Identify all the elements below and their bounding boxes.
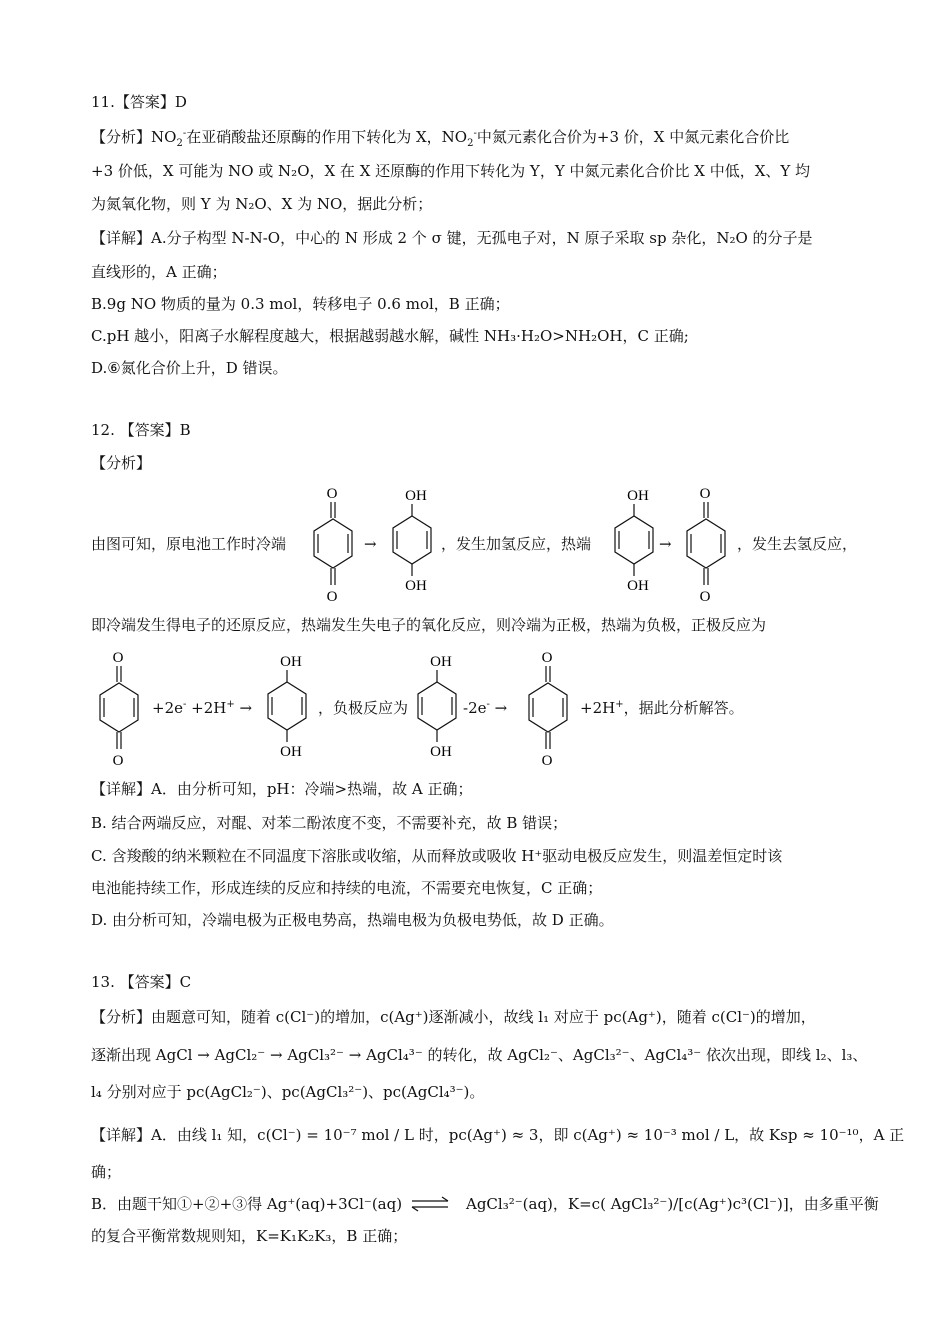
- hydroquinone-structure: [382, 484, 442, 594]
- q12-row3-text3: ，负极反应为: [318, 699, 409, 717]
- q12-detail-c2: 电池能持续工作，形成连续的反应和持续的电流，不需要充电恢复，C 正确；: [91, 879, 603, 897]
- svg-text:OH: OH: [627, 578, 649, 594]
- q13-detail-line1: 【详解】A．由线 l₁ 知，c(Cl⁻) = 10⁻⁷ mol / L 时，pc(Ag⁺) ≈ 3，即 c(Ag⁺) ≈ 10⁻³ mol / L，故 Ksp ≈ 10⁻¹⁰，A 正: [91, 1126, 905, 1144]
- q11-option-b: B.9g NO 物质的量为 0.3 mol，转移电子 0.6 mol，B 正确；: [91, 295, 510, 313]
- q12-row1-text3: ，发生去氢反应，: [737, 535, 858, 553]
- q12-detail-d: D. 由分析可知，冷端电极为正极电势高，热端电极为负极电势低，故 D 正确。: [91, 911, 614, 929]
- svg-text:OH: OH: [405, 578, 427, 594]
- q13-detail-b-line2: 的复合平衡常数规则知，K=K₁K₂K₃，B 正确；: [91, 1227, 408, 1245]
- q12-row1-text2: ，发生加氢反应，热端: [441, 535, 592, 553]
- hydroquinone-structure: [257, 650, 317, 760]
- q11-analysis-line1: 【分析】$NO_2^-$在亚硝酸盐还原酶的作用下转化为 X，$NO_2^-$中氮元素化合价为+3 价，X 中氮元素化合价比: [91, 128, 790, 149]
- svg-text:OH: OH: [280, 654, 302, 670]
- q13-detail-line2: 确；: [91, 1163, 122, 1181]
- hydroquinone-structure: [604, 484, 664, 594]
- hydroquinone-structure: [407, 650, 467, 760]
- q13-detail-b-part1: B．由题干知①+②+③得 Ag⁺(aq)+3Cl⁻(aq): [91, 1195, 403, 1213]
- q12-anode-electrons: -2e- →: [463, 699, 508, 717]
- benzoquinone-structure: [89, 648, 149, 772]
- q13-answer: 13. 【答案】C: [91, 973, 192, 991]
- q11-option-d: D.⑥氮化合价上升，D 错误。: [91, 359, 288, 377]
- q11-detail-line2: 直线形的，A 正确；: [91, 263, 227, 281]
- benzoquinone-structure: [676, 484, 736, 608]
- benzoquinone-structure: [518, 648, 578, 772]
- q13-analysis-line3: l₄ 分别对应于 pc(AgCl₂⁻)、pc(AgCl₃²⁻)、pc(AgCl₄³⁻)。: [91, 1083, 485, 1101]
- q13-analysis-line2: 逐渐出现 AgCl → AgCl₂⁻ → AgCl₃²⁻ → AgCl₄³⁻ 的转化，故 AgCl₂⁻、AgCl₃²⁻、AgCl₄³⁻ 依次出现，即线 l₂、l₃、: [91, 1046, 868, 1064]
- q12-detail-b: B. 结合两端反应，对醌、对苯二酚浓度不变，不需要补充，故 B 错误；: [91, 814, 568, 832]
- q11-detail-line1: 【详解】A.分子构型 N-N-O，中心的 N 形成 2 个 σ 键，无孤电子对，N 原子采取 sp 杂化，N₂O 的分子是: [91, 229, 813, 247]
- svg-text:OH: OH: [430, 654, 452, 670]
- q12-detail-c1: C. 含羧酸的纳米颗粒在不同温度下溶胀或收缩，从而释放或吸收 H⁺驱动电极反应发生，则温差恒定时该: [91, 847, 783, 865]
- equilibrium-arrows-icon: [410, 1196, 450, 1216]
- svg-text:OH: OH: [280, 744, 302, 760]
- q12-cathode-reactants: +2e- +2H+ →: [152, 699, 253, 717]
- q12-detail-a: 【详解】A．由分析可知，pH：冷端>热端，故 A 正确；: [91, 780, 473, 798]
- svg-text:O: O: [541, 753, 553, 769]
- svg-text:O: O: [699, 589, 711, 605]
- svg-text:O: O: [326, 589, 338, 605]
- q12-row1-text1: 由图可知，原电池工作时冷端: [91, 535, 287, 553]
- svg-text:O: O: [699, 486, 711, 502]
- svg-text:O: O: [112, 753, 124, 769]
- svg-text:O: O: [112, 650, 124, 666]
- q13-analysis-line1: 【分析】由题意可知，随着 c(Cl⁻)的增加，c(Ag⁺)逐渐减小，故线 l₁ 对应于 pc(Ag⁺)，随着 c(Cl⁻)的增加，: [91, 1008, 816, 1026]
- svg-text:OH: OH: [405, 488, 427, 504]
- svg-text:O: O: [326, 486, 338, 502]
- q12-row1-arrow1: →: [364, 535, 377, 553]
- q12-answer: 12. 【答案】B: [91, 421, 191, 439]
- q11-answer: 11.【答案】D: [91, 93, 187, 111]
- q11-option-c: C.pH 越小，阳离子水解程度越大，根据越弱越水解，碱性 NH₃·H₂O>NH₂OH，C 正确;: [91, 327, 689, 345]
- svg-text:OH: OH: [627, 488, 649, 504]
- q12-analysis-row2: 即冷端发生得电子的还原反应，热端发生失电子的氧化反应，则冷端为正极，热端为负极，正极反应为: [91, 616, 767, 634]
- q13-detail-b-part2: AgCl₃²⁻(aq)，K=c( AgCl₃²⁻)/[c(Ag⁺)c³(Cl⁻)]，由多重平衡: [466, 1195, 879, 1213]
- svg-text:OH: OH: [430, 744, 452, 760]
- q12-analysis-tag: 【分析】: [91, 454, 152, 472]
- q12-anode-products: +2H+，据此分析解答。: [580, 699, 744, 717]
- q12-row1-arrow2: →: [659, 535, 672, 553]
- q11-analysis-line2: +3 价低，X 可能为 NO 或 N₂O，X 在 X 还原酶的作用下转化为 Y，Y 中氮元素化合价比 X 中低，X、Y 均: [91, 162, 811, 180]
- svg-text:O: O: [541, 650, 553, 666]
- benzoquinone-structure: [303, 484, 363, 608]
- q11-analysis-line3: 为氮氧化物，则 Y 为 N₂O、X 为 NO，据此分析；: [91, 195, 433, 213]
